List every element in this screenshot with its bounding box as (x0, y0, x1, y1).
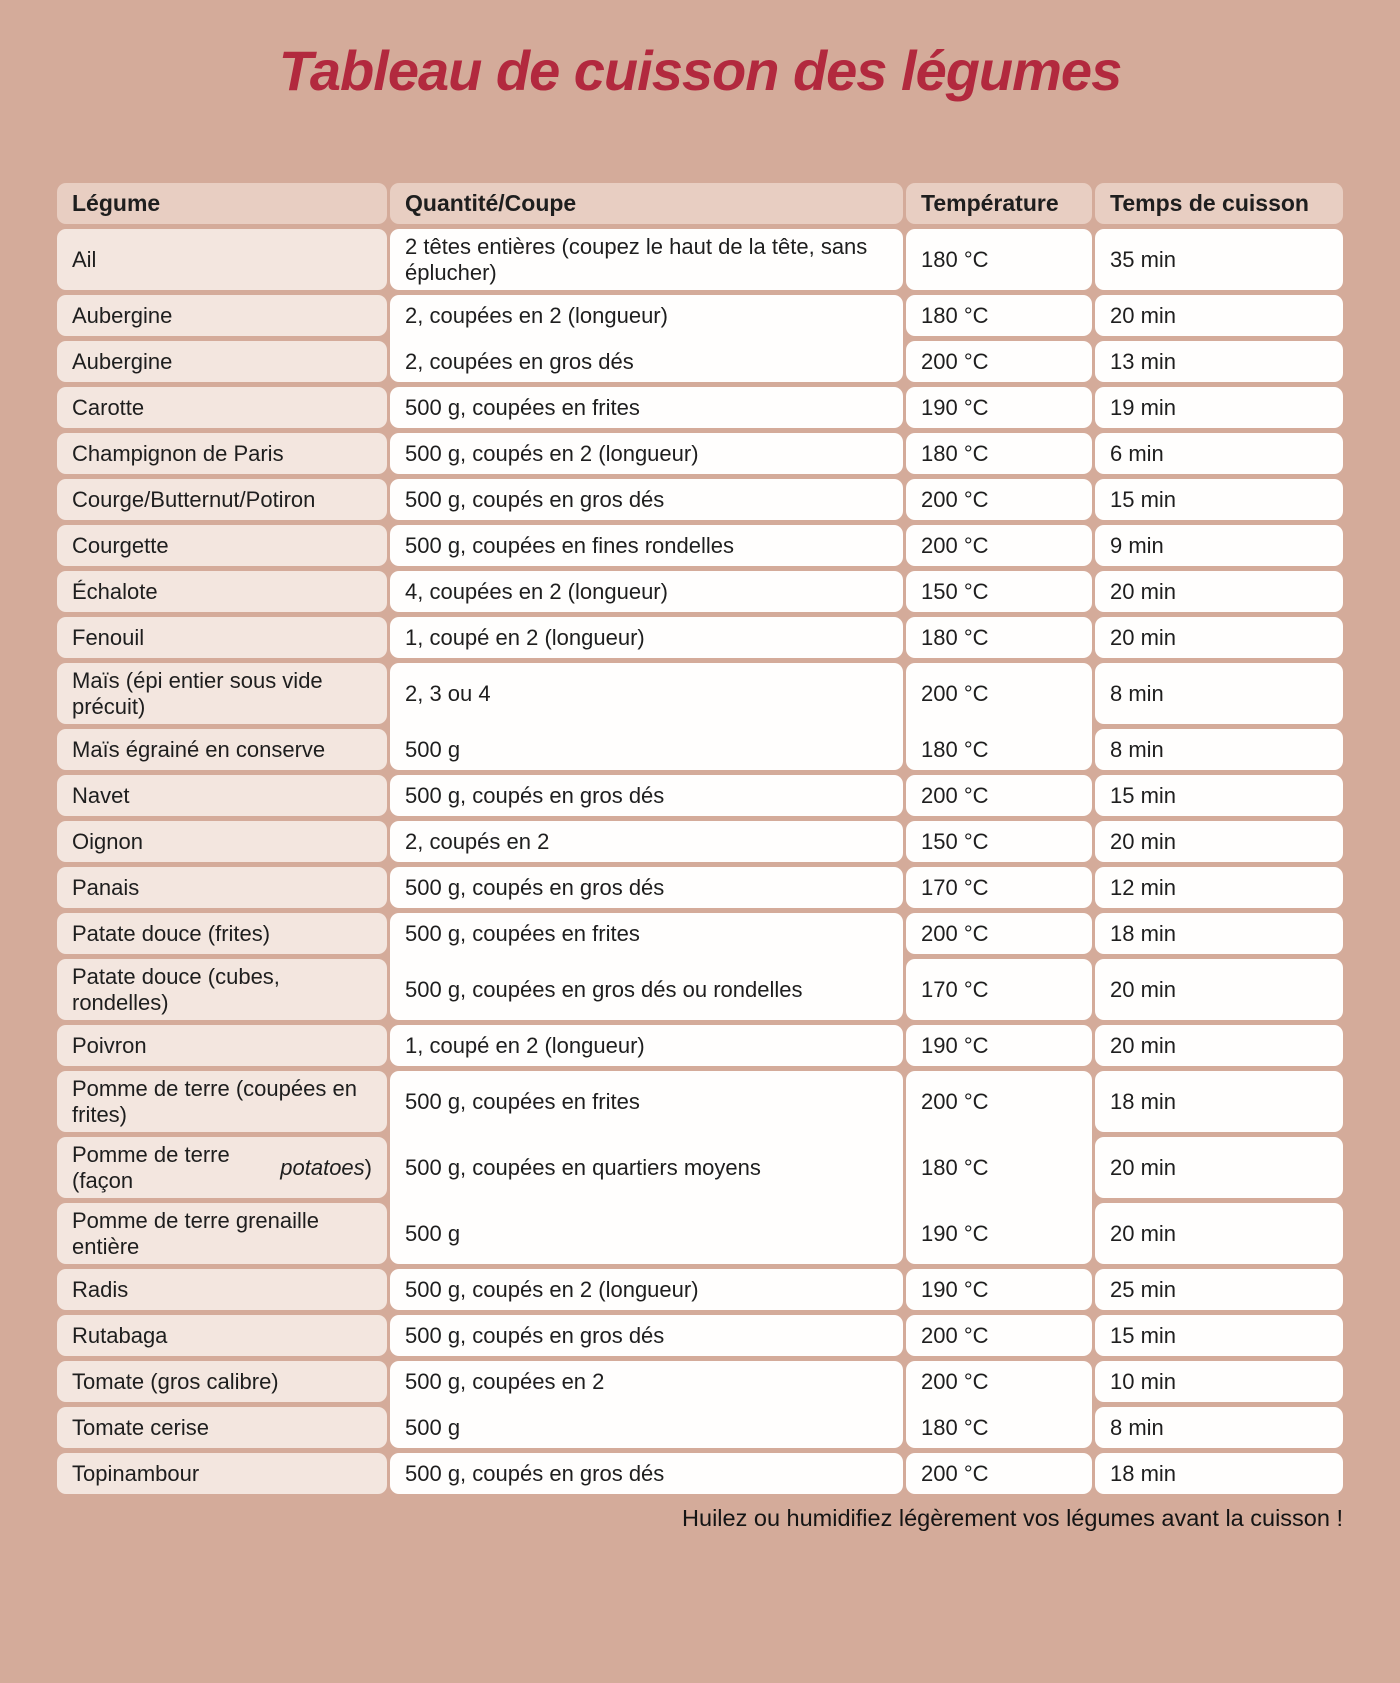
legume-cell: Poivron (57, 1025, 387, 1066)
temperature-cell: 200 °C (906, 525, 1092, 566)
quantity-cell: 1, coupé en 2 (longueur) (390, 1025, 903, 1066)
time-cell: 13 min (1095, 341, 1343, 382)
legume-cell: Courgette (57, 525, 387, 566)
quantity-cell: 2, coupés en 2 (390, 821, 903, 862)
time-cell: 12 min (1095, 867, 1343, 908)
legume-cell: Ail (57, 229, 387, 290)
temperature-cell: 170 °C (906, 959, 1092, 1020)
table-header-row (57, 183, 1343, 224)
temperature-cell: 180 °C (906, 729, 1092, 770)
legume-cell: Tomate (gros calibre) (57, 1361, 387, 1402)
time-cell: 18 min (1095, 913, 1343, 954)
legume-cell: Maïs (épi entier sous vide précuit) (57, 663, 387, 724)
temperature-cell: 180 °C (906, 1137, 1092, 1198)
table-row (57, 295, 1343, 336)
legume-cell: Aubergine (57, 341, 387, 382)
quantity-cell: 500 g, coupées en frites (390, 1071, 903, 1132)
table-row (57, 571, 1343, 612)
table-row (57, 229, 1343, 290)
time-cell: 20 min (1095, 571, 1343, 612)
time-cell: 8 min (1095, 1407, 1343, 1448)
legume-cell: Topinambour (57, 1453, 387, 1494)
legume-cell: Pomme de terre (façon potatoes ) (57, 1137, 387, 1198)
cooking-table (57, 183, 1343, 1494)
quantity-cell: 500 g, coupées en 2 (390, 1361, 903, 1402)
legume-cell: Patate douce (cubes, rondelles) (57, 959, 387, 1020)
legume-cell: Patate douce (frites) (57, 913, 387, 954)
table-row (57, 821, 1343, 862)
time-cell: 18 min (1095, 1453, 1343, 1494)
legume-cell: Fenouil (57, 617, 387, 658)
time-cell: 15 min (1095, 1315, 1343, 1356)
temperature-cell: 180 °C (906, 1407, 1092, 1448)
quantity-cell: 500 g (390, 1407, 903, 1448)
quantity-cell: 500 g (390, 729, 903, 770)
table-row (57, 387, 1343, 428)
temperature-cell: 200 °C (906, 775, 1092, 816)
quantity-cell: 1, coupé en 2 (longueur) (390, 617, 903, 658)
temperature-cell: 200 °C (906, 913, 1092, 954)
table-wrapper (57, 183, 1343, 1532)
table-row (57, 479, 1343, 520)
table-row (57, 1137, 1343, 1198)
column-header-temperature: Température (906, 183, 1092, 224)
quantity-cell: 2, coupées en gros dés (390, 341, 903, 382)
time-cell: 8 min (1095, 663, 1343, 724)
time-cell: 20 min (1095, 1137, 1343, 1198)
time-cell: 9 min (1095, 525, 1343, 566)
temperature-cell: 200 °C (906, 479, 1092, 520)
quantity-cell: 500 g (390, 1203, 903, 1264)
temperature-cell: 180 °C (906, 229, 1092, 290)
table-row (57, 1071, 1343, 1132)
quantity-cell: 500 g, coupés en gros dés (390, 775, 903, 816)
quantity-cell: 500 g, coupés en gros dés (390, 1453, 903, 1494)
column-header-temps: Temps de cuisson (1095, 183, 1343, 224)
table-row (57, 913, 1343, 954)
time-cell: 20 min (1095, 1025, 1343, 1066)
temperature-cell: 200 °C (906, 1453, 1092, 1494)
time-cell: 19 min (1095, 387, 1343, 428)
quantity-cell: 500 g, coupées en frites (390, 913, 903, 954)
quantity-cell: 2, 3 ou 4 (390, 663, 903, 724)
table-row (57, 959, 1343, 1020)
table-row (57, 1203, 1343, 1264)
footer-note: Huilez ou humidifiez légèrement vos légumes avant la cuisson ! (682, 1505, 1343, 1532)
temperature-cell: 200 °C (906, 1071, 1092, 1132)
table-row (57, 433, 1343, 474)
legume-cell: Maïs égrainé en conserve (57, 729, 387, 770)
time-cell: 15 min (1095, 775, 1343, 816)
temperature-cell: 190 °C (906, 1203, 1092, 1264)
column-header-quantite: Quantité/Coupe (390, 183, 903, 224)
table-row (57, 525, 1343, 566)
table-row (57, 729, 1343, 770)
page-title: Tableau de cuisson des légumes (278, 39, 1122, 102)
legume-cell: Aubergine (57, 295, 387, 336)
time-cell: 20 min (1095, 821, 1343, 862)
table-row (57, 1361, 1343, 1402)
quantity-cell: 4, coupées en 2 (longueur) (390, 571, 903, 612)
temperature-cell: 200 °C (906, 1361, 1092, 1402)
time-cell: 18 min (1095, 1071, 1343, 1132)
time-cell: 25 min (1095, 1269, 1343, 1310)
legume-cell: Radis (57, 1269, 387, 1310)
legume-cell: Oignon (57, 821, 387, 862)
temperature-cell: 180 °C (906, 617, 1092, 658)
temperature-cell: 200 °C (906, 663, 1092, 724)
table-row (57, 1315, 1343, 1356)
time-cell: 15 min (1095, 479, 1343, 520)
time-cell: 10 min (1095, 1361, 1343, 1402)
quantity-cell: 500 g, coupées en quartiers moyens (390, 1137, 903, 1198)
time-cell: 8 min (1095, 729, 1343, 770)
table-row (57, 1269, 1343, 1310)
temperature-cell: 190 °C (906, 1269, 1092, 1310)
column-header-legume: Légume (57, 183, 387, 224)
quantity-cell: 500 g, coupées en fines rondelles (390, 525, 903, 566)
temperature-cell: 180 °C (906, 433, 1092, 474)
time-cell: 6 min (1095, 433, 1343, 474)
legume-cell: Panais (57, 867, 387, 908)
quantity-cell: 500 g, coupés en gros dés (390, 479, 903, 520)
table-row (57, 663, 1343, 724)
temperature-cell: 150 °C (906, 571, 1092, 612)
legume-cell: Courge/Butternut/Potiron (57, 479, 387, 520)
temperature-cell: 170 °C (906, 867, 1092, 908)
temperature-cell: 180 °C (906, 295, 1092, 336)
table-row (57, 1407, 1343, 1448)
legume-cell: Échalote (57, 571, 387, 612)
table-row (57, 867, 1343, 908)
legume-cell: Champignon de Paris (57, 433, 387, 474)
legume-cell: Navet (57, 775, 387, 816)
quantity-cell: 500 g, coupées en frites (390, 387, 903, 428)
quantity-cell: 500 g, coupés en gros dés (390, 867, 903, 908)
temperature-cell: 200 °C (906, 341, 1092, 382)
table-row (57, 341, 1343, 382)
quantity-cell: 500 g, coupées en gros dés ou rondelles (390, 959, 903, 1020)
table-row (57, 1453, 1343, 1494)
table-row (57, 617, 1343, 658)
time-cell: 20 min (1095, 617, 1343, 658)
time-cell: 35 min (1095, 229, 1343, 290)
quantity-cell: 500 g, coupés en gros dés (390, 1315, 903, 1356)
legume-cell: Pomme de terre (coupées en frites) (57, 1071, 387, 1132)
temperature-cell: 150 °C (906, 821, 1092, 862)
legume-cell: Pomme de terre grenaille entière (57, 1203, 387, 1264)
time-cell: 20 min (1095, 959, 1343, 1020)
legume-cell: Carotte (57, 387, 387, 428)
quantity-cell: 500 g, coupés en 2 (longueur) (390, 433, 903, 474)
quantity-cell: 500 g, coupés en 2 (longueur) (390, 1269, 903, 1310)
time-cell: 20 min (1095, 1203, 1343, 1264)
quantity-cell: 2, coupées en 2 (longueur) (390, 295, 903, 336)
legume-cell: Rutabaga (57, 1315, 387, 1356)
legume-cell: Tomate cerise (57, 1407, 387, 1448)
table-row (57, 775, 1343, 816)
time-cell: 20 min (1095, 295, 1343, 336)
temperature-cell: 190 °C (906, 387, 1092, 428)
temperature-cell: 190 °C (906, 1025, 1092, 1066)
table-row (57, 1025, 1343, 1066)
temperature-cell: 200 °C (906, 1315, 1092, 1356)
quantity-cell: 2 têtes entières (coupez le haut de la tête, sans éplucher) (390, 229, 903, 290)
